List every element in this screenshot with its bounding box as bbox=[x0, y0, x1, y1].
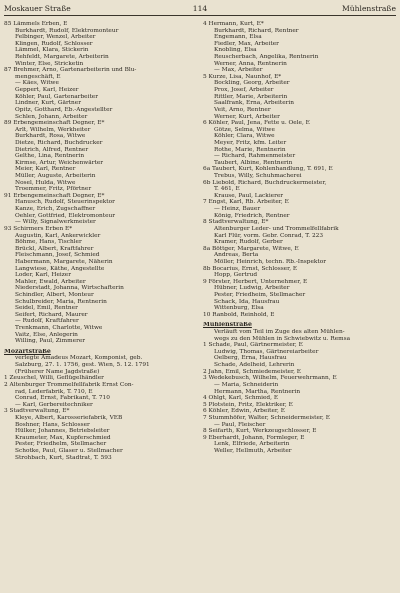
directory-entry: Mahler, Ewald, Arbeiter bbox=[15, 278, 86, 285]
directory-entry: Rothe, Marie, Rentnerin bbox=[214, 146, 286, 153]
directory-entry: Schlen, Johann, Arbeiter bbox=[15, 113, 88, 120]
directory-entry: König, Friedrich, Rentner bbox=[214, 212, 290, 219]
directory-entry: Hanusch, Rudolf, Steuerinspektor bbox=[15, 199, 115, 206]
directory-entry: Augustin, Karl, Ankerwickler bbox=[15, 232, 101, 239]
left-column bbox=[4, 21, 196, 461]
directory-entry: Burkhardt, Richard, Rentner bbox=[214, 27, 299, 34]
directory-entry: Seidel, Emil, Rentner bbox=[15, 305, 78, 312]
directory-entry: 7 Stummhöfer, Walter, Schneidermeister, E bbox=[203, 414, 330, 421]
directory-entry: 8a Böttger, Margarete, Witwe, E bbox=[203, 245, 299, 252]
directory-entry: Fiedler, Max, Arbeiter bbox=[214, 40, 279, 47]
directory-entry: Rehfeldt, Margarete, Arbeiterin bbox=[15, 54, 109, 61]
page-number: 114 bbox=[192, 4, 208, 13]
directory-entry: — Paul, Fleischer bbox=[214, 421, 266, 428]
directory-entry: Lämmel, Klara, Stickerin bbox=[15, 47, 89, 54]
directory-entry: Reuscherbach, Angelika, Rentnerin bbox=[214, 54, 319, 61]
directory-entry: 85 Lämmels Erben, E bbox=[4, 21, 68, 27]
directory-entry: Schack, Ida, Hausfrau bbox=[214, 298, 280, 305]
directory-entry: 4 Hermann, Kurt, E* bbox=[203, 21, 264, 27]
directory-entry: Nosel, Hulda, Witwe bbox=[15, 179, 76, 186]
directory-entry: 2 Jahn, Emil, Schmiedemeister, E bbox=[203, 368, 302, 375]
right-column bbox=[203, 21, 397, 455]
directory-entry: Dietrich, Alfred, Rentner bbox=[15, 146, 89, 153]
directory-entry: — Willy, Signalwerkmeister bbox=[15, 219, 96, 226]
directory-entry: Schindler, Albert, Monteur bbox=[15, 291, 94, 298]
directory-entry: — Rudolf, Kraftfahrer bbox=[15, 318, 79, 325]
directory-entry: 10 Ranbold, Reinhold, E bbox=[203, 311, 275, 318]
directory-entry: Kramer, Rudolf, Gerber bbox=[214, 239, 283, 246]
directory-entry: Altenburger Leder- und Trommelfellfabrik bbox=[214, 225, 339, 232]
street-heading: Mühlenstraße bbox=[203, 322, 252, 329]
directory-entry: Kleye, Albert, Karosseriefabrik, VEB bbox=[15, 414, 123, 421]
directory-entry: Schade, Adelheid, Lehrerin bbox=[214, 362, 295, 369]
directory-entry: Wittenburg, Elsa bbox=[214, 305, 264, 312]
directory-entry: 6 Köhler, Edwin, Arbeiter, E bbox=[203, 408, 285, 415]
directory-entry: Salzburg, 27. 1. 1756, gest. Wien, 5. 12. 1791 bbox=[15, 362, 150, 369]
directory-entry: Schotke, Paul, Glaser u. Stellmacher bbox=[15, 448, 123, 454]
directory-entry: 6 Köhler, Paul, Jena, Fette u. Oele, E bbox=[203, 120, 310, 127]
directory-entry: Meier, Karl, Rentner bbox=[15, 166, 76, 173]
directory-entry: Vaitz, Else, Anlegerin bbox=[15, 331, 78, 338]
directory-entry: Taubert, Albine, Rentnerin bbox=[214, 159, 293, 166]
directory-entry: Langwiese, Käthe, Angestellte bbox=[15, 265, 105, 272]
directory-entry: 89 Erbengemeinschaft Degner, E* bbox=[4, 120, 105, 127]
directory-entry: Verläuft vom Teil im Zuge des alten Mühlen- bbox=[214, 329, 345, 336]
directory-entry: mengeschäft, E bbox=[15, 73, 61, 80]
directory-entry: 8 Seifarth, Kurt, Werkzeugschlosser, E bbox=[203, 428, 317, 435]
directory-entry: Kirmse, Artur, Weichenwärter bbox=[15, 159, 104, 166]
directory-entry: Pester, Friedhelm, Stellmacher bbox=[15, 441, 107, 448]
directory-entry: Felbinger, Wenzel, Arbeiter bbox=[15, 34, 96, 41]
directory-entry: Veit, Arno, Rentner bbox=[214, 106, 271, 113]
directory-entry: Bockling, Georg, Arbeiter bbox=[214, 80, 290, 87]
directory-entry: Brückl, Albert, Kraftfahrer bbox=[15, 245, 94, 252]
directory-entry: verlegte Amadeus Mozart, Komponist, geb. bbox=[15, 355, 143, 362]
directory-entry: 1 Schade, Paul, Gärtnermeister, E bbox=[203, 342, 303, 349]
directory-entry: Böhme, Hans, Tischler bbox=[15, 239, 82, 246]
directory-entry: Habermann, Margarete, Näherin bbox=[15, 258, 113, 265]
directory-entry: Loder, Karl, Heizer bbox=[15, 272, 71, 279]
directory-entry: Willing, Paul, Zimmerer bbox=[15, 338, 86, 345]
directory-entry: Trebus, Willy, Schuhmacherei bbox=[214, 173, 302, 180]
directory-entry: 6a Taubert, Kurt, Kohlenhandlung, T. 691, E bbox=[203, 166, 333, 173]
directory-entry: Hopp, Gertrud bbox=[214, 272, 258, 279]
directory-entry: 3 Wedekebusch, Wilhelm, Feuerwehrmann, E bbox=[203, 375, 337, 382]
directory-entry: Hübner, Ludwig, Arbeiter bbox=[214, 285, 290, 292]
page-header bbox=[4, 3, 396, 16]
directory-entry: Meyer, Fritz, kfm. Leiter bbox=[214, 139, 287, 146]
directory-entry: Saalfrank, Erna, Arbeiterin bbox=[214, 100, 294, 107]
directory-entry: Karl Flür, vorm. Gebr. Conrad, T. 223 bbox=[214, 232, 324, 239]
directory-entry: Kraumeter, Max, Kupferschmied bbox=[15, 434, 111, 441]
directory-entry: rad, Lederfabrik, T. 710, E bbox=[15, 388, 93, 395]
directory-entry: Hülker, Johannes, Betriebsleiter bbox=[15, 428, 110, 435]
directory-entry: Engemann, Elsa bbox=[214, 34, 262, 41]
directory-entry: 91 Erbengemeinschaft Degner, E* bbox=[4, 192, 105, 199]
street-heading: Mozartstraße bbox=[4, 348, 51, 355]
directory-entry: Boshner, Hans, Schlosser bbox=[15, 421, 90, 428]
directory-entry: 93 Schirmers Erben E* bbox=[4, 225, 73, 232]
directory-entry: Strohbach, Kurt, Stadtrat, T. 593 bbox=[15, 454, 112, 461]
header-left-street: Moskauer Straße bbox=[4, 4, 71, 13]
directory-entry: Oelberg, Erna, Hausfrau bbox=[214, 355, 287, 362]
directory-entry: (Früherer Name Jagdstraße) bbox=[15, 368, 100, 375]
directory-entry: Dietze, Richard, Buchdrucker bbox=[15, 139, 103, 146]
directory-entry: 1 Zeuschel, Willi, Geflügelhändler bbox=[4, 375, 104, 382]
directory-entry: Niederstadt, Johanna, Wirtschafterin bbox=[15, 285, 124, 292]
directory-entry: 8b Bocarius, Ernst, Schlosser, E bbox=[203, 265, 298, 272]
directory-entry: 5 Plotstein, Fritz, Elektriker, E bbox=[203, 401, 293, 408]
directory-entry: — Richard, Rahmenmeister bbox=[214, 153, 296, 160]
directory-entry: Oehler, Gottfried, Elektromonteur bbox=[15, 212, 116, 219]
directory-entry: Klingen, Rudolf, Schlosser bbox=[15, 40, 93, 47]
directory-entry: Werner, Kurt, Arbeiter bbox=[214, 113, 280, 120]
directory-entry: Kanze, Erich, Zugschaffner bbox=[15, 206, 96, 213]
directory-entry: Pester, Friedheim, Stellmacher bbox=[214, 291, 306, 298]
header-right-street: Mühlenstraße bbox=[341, 4, 396, 13]
directory-entry: Winter, Else, Stricketin bbox=[15, 60, 84, 67]
directory-entry: Köhler, Paul, Gartenarbeiter bbox=[15, 93, 98, 100]
directory-entry: wegs zu den Mühlen in Schwiebwitz u. Remsa bbox=[214, 335, 351, 342]
directory-entry: 87 Brehmer, Arno, Gartenarbeiterin und Blu- bbox=[4, 67, 137, 74]
directory-entry: 2 Altenburger Trommelfellfabrik Ernst Con- bbox=[4, 381, 134, 388]
directory-entry: Opitz, Gotthard, Eb.-Angestellter bbox=[15, 106, 113, 113]
directory-entry: Seifert, Richard, Maurer bbox=[15, 311, 88, 318]
directory-entry: T. 461, E bbox=[214, 186, 240, 193]
directory-entry: Troemmer, Fritz, Pförtner bbox=[15, 186, 92, 193]
directory-entry: — Maria, Schneiderin bbox=[214, 381, 279, 388]
directory-entry: Trenkmann, Charlotte, Witwe bbox=[15, 325, 103, 332]
directory-entry: 5 Kurze, Lisa, Naunhof, E* bbox=[203, 73, 282, 80]
directory-entry: 8 Stadtverwaltung, E* bbox=[203, 219, 269, 226]
directory-entry: Fleischmann, Josef, Schmied bbox=[15, 252, 100, 259]
directory-entry: 3 Stadtverwaltung, E* bbox=[4, 408, 70, 415]
directory-entry: 9 Eberhardt, Johann, Formleger, E bbox=[203, 434, 305, 441]
directory-entry: Götze, Selma, Witwe bbox=[214, 126, 275, 133]
directory-entry: 9 Förster, Herbert, Unternehmer, E bbox=[203, 278, 308, 285]
directory-entry: Gelthe, Lina, Rentnerin bbox=[15, 153, 85, 160]
directory-entry: Burkhardt, Rosa, Witwe bbox=[15, 133, 86, 140]
directory-entry: Lindner, Kurt, Gärtner bbox=[15, 100, 81, 107]
directory-entry: Arlt, Wilhelm, Werkheiter bbox=[15, 126, 91, 133]
directory-entry: 7 Engst, Karl, Rb. Arbeiter, E bbox=[203, 199, 289, 206]
directory-entry: Rittler, Marie, Arbeiterin bbox=[214, 93, 288, 100]
directory-entry: — Max, Arbeiter bbox=[214, 67, 263, 74]
directory-entry: Geppert, Karl, Heizer bbox=[15, 87, 79, 94]
directory-entry: Lenk, Elfriede, Arbeiterin bbox=[214, 441, 290, 448]
directory-entry: Burkhardt, Rudolf, Elektromonteur bbox=[15, 27, 119, 34]
directory-entry: Weller, Hellmuth, Arbeiter bbox=[214, 448, 292, 454]
directory-entry: Schulbreider, Maria, Rentnerin bbox=[15, 298, 107, 305]
directory-entry: Knobling, Elsa bbox=[214, 47, 257, 54]
directory-entry: Müller, Auguste, Arbeiterin bbox=[15, 173, 96, 180]
directory-entry: 4 Ohlgt, Karl, Schmied, E bbox=[203, 395, 279, 402]
directory-entry: Werner, Anna, Rentnerin bbox=[214, 60, 287, 67]
directory-entry: Köhler, Clara, Witwe bbox=[214, 133, 275, 140]
directory-entry: — Heinz, Bauer bbox=[214, 206, 261, 213]
directory-entry: 6b Liebold, Richard, Buchdruckermeister, bbox=[203, 179, 327, 186]
directory-entry: Andreas, Berta bbox=[214, 252, 259, 259]
directory-entry: Conrad, Ernst, Fabrikant, T. 710 bbox=[15, 395, 110, 402]
directory-entry: Krause, Paul, Lackierer bbox=[214, 192, 284, 199]
directory-entry: Prox, Josef, Arbeiter bbox=[214, 87, 274, 94]
directory-entry: Ludwig, Thomas, Gärtnereiarbeiter bbox=[214, 348, 319, 355]
directory-entry: Hermann, Martha, Rentnerin bbox=[214, 388, 301, 395]
directory-entry: Möller, Heinrich, techn. Rb.-Inspektor bbox=[214, 258, 327, 265]
directory-entry: — Karl, Gerbereitechniker bbox=[15, 401, 93, 408]
directory-entry: — Käes, Witwe bbox=[15, 80, 59, 87]
